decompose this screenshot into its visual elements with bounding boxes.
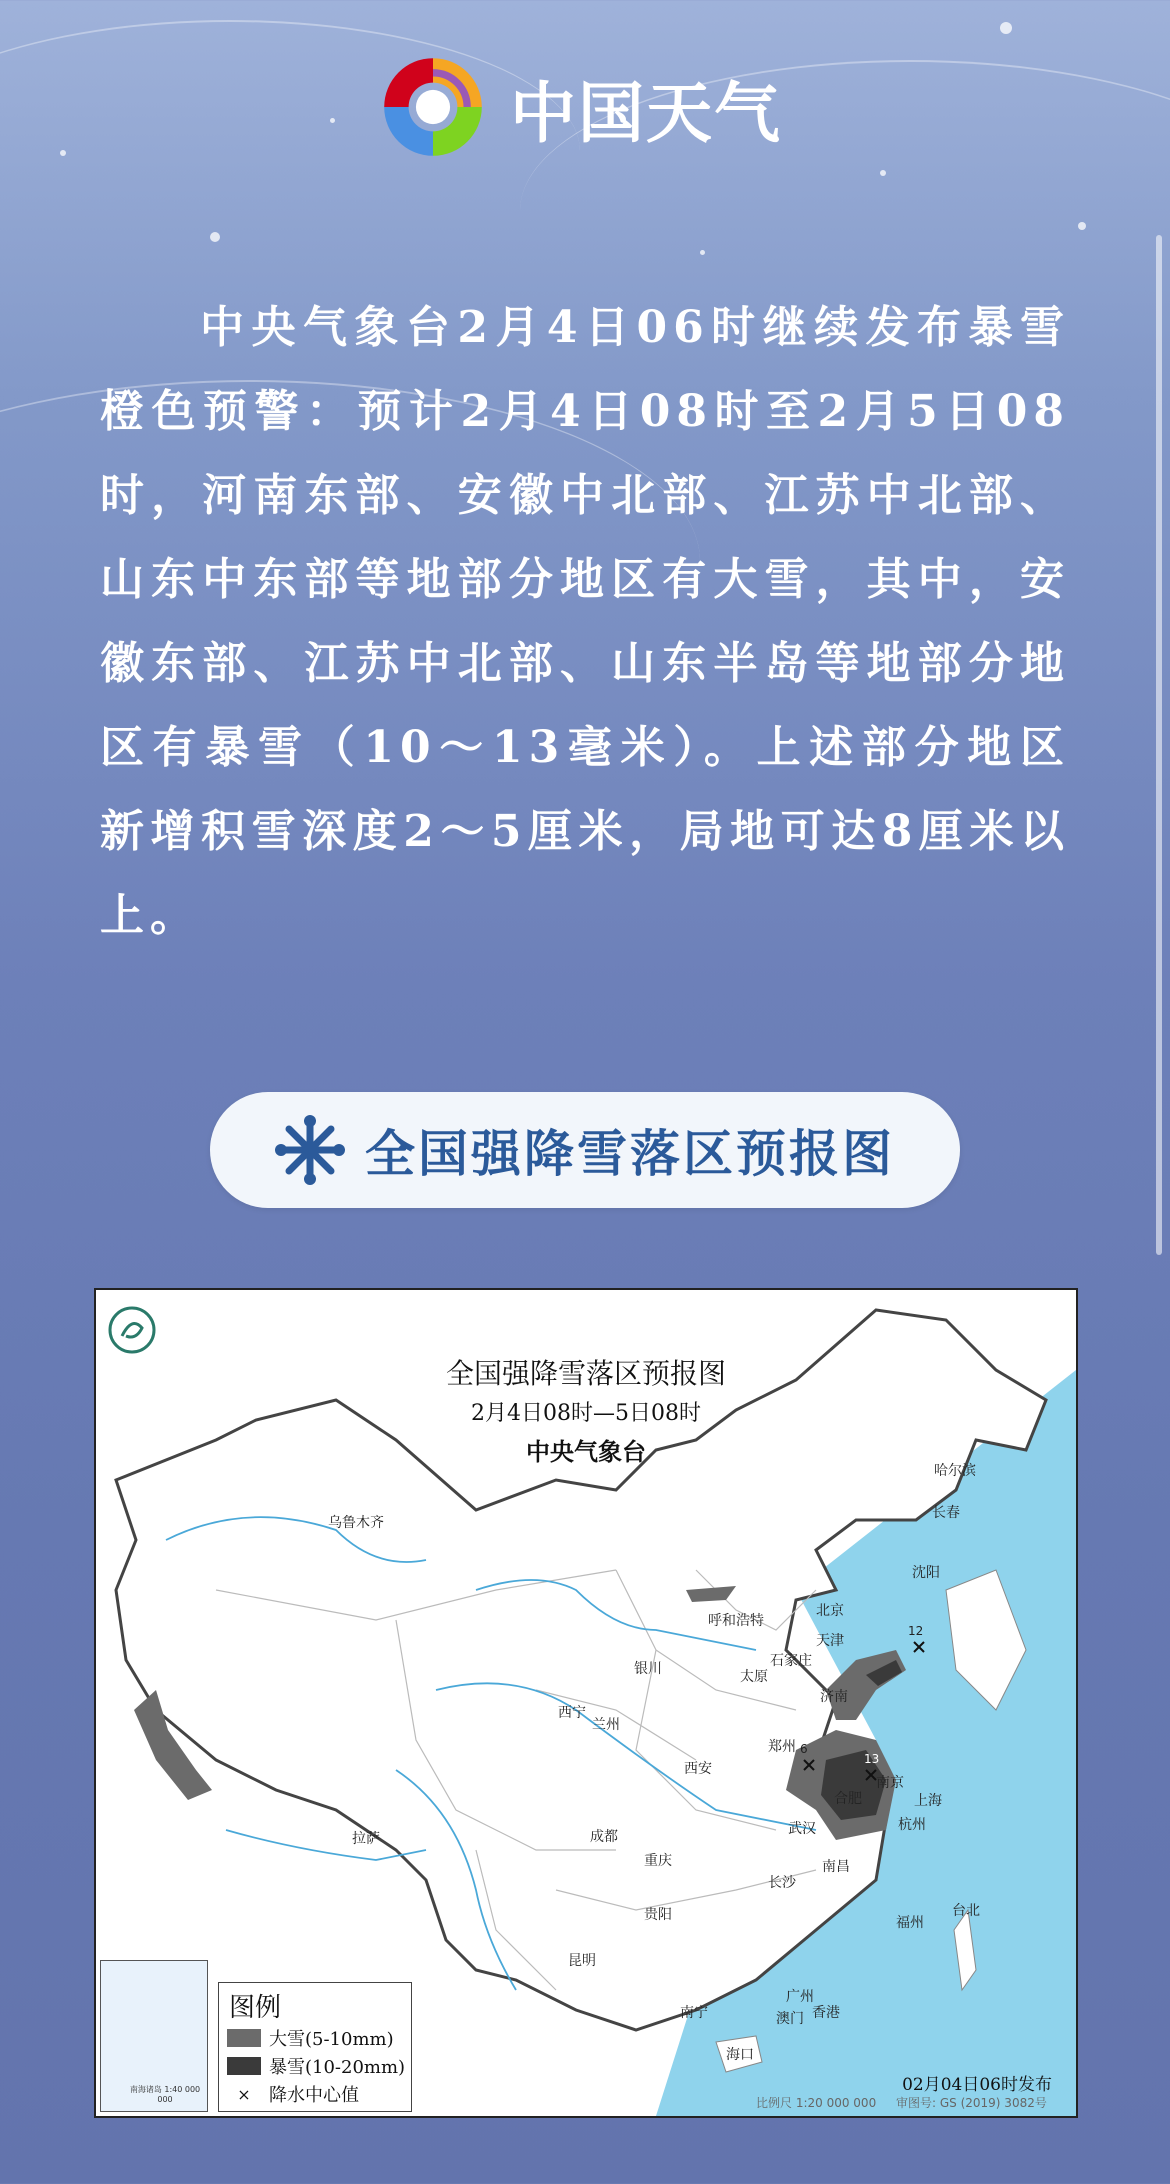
city-label: 南宁 [680, 2005, 708, 2021]
snowflake-dot [1000, 22, 1012, 34]
brand-name: 中国天气 [510, 74, 782, 152]
blizzard-swatch [227, 2057, 261, 2075]
city-label: 兰州 [592, 1717, 620, 1733]
china-weather-logo-icon [372, 46, 494, 168]
city-label: 郑州 [768, 1739, 796, 1755]
snowflake-dot [60, 150, 66, 156]
city-label: 乌鲁木齐 [328, 1515, 384, 1531]
center-value-label: 13 [864, 1752, 880, 1766]
section-title: 全国强降雪落区预报图 [365, 1125, 895, 1183]
city-label: 长沙 [768, 1875, 796, 1891]
map-legend [218, 1982, 412, 2112]
warning-announcement: 中央气象台2月4日06时继续发布暴雪橙色预警：预计2月4日08时至2月5日08时，河南东部、安徽中北部、江苏中北部、山东中东部等地部分地区有大雪，其中，安徽东部、江苏中北部、山东半岛等地部分地区有暴雪（10～13毫米）。上述部分地区新增积雪深度2～5厘米，局地可达8厘米以上。 [100, 302, 1070, 941]
city-label: 西安 [684, 1761, 712, 1777]
snowflake-dot [210, 232, 220, 242]
city-label: 杭州 [898, 1817, 926, 1833]
legend-center [227, 2081, 359, 2107]
center-value-label: 6 [800, 1742, 808, 1756]
center-marker-icon: × [237, 2084, 251, 2104]
city-label: 银川 [634, 1661, 662, 1677]
map-approval-number: 审图号: GS (2019) 3082号 [896, 2096, 1047, 2110]
map-issuer: 中央气象台 [526, 1437, 646, 1466]
city-label: 沈阳 [912, 1565, 940, 1581]
scrollbar[interactable] [1156, 235, 1162, 1255]
city-label: 昆明 [568, 1953, 596, 1969]
city-label: 广州 [786, 1989, 814, 2005]
city-label: 福州 [896, 1915, 924, 1931]
snowflake-dot [1078, 222, 1086, 230]
snowfall-forecast-map[interactable] [94, 1288, 1078, 2118]
city-label: 哈尔滨 [934, 1463, 976, 1479]
snowflake-dot [700, 250, 705, 255]
snowflake-icon [275, 1115, 345, 1185]
south-china-sea-inset [100, 1960, 208, 2112]
city-label: 长春 [932, 1505, 960, 1521]
city-label: 贵阳 [644, 1907, 672, 1923]
map-scale: 比例尺 1:20 000 000 [756, 2096, 877, 2110]
center-value-label: 12 [908, 1624, 924, 1638]
city-label: 合肥 [834, 1791, 862, 1807]
issued-time: 02月04日06时发布 [902, 2075, 1052, 2095]
city-label: 呼和浩特 [708, 1613, 764, 1629]
city-label: 北京 [816, 1603, 844, 1619]
legend-blizzard-label: 暴雪(10-20mm) [269, 2057, 406, 2078]
city-label: 武汉 [788, 1821, 816, 1837]
snowflake-dot [330, 118, 335, 123]
legend-blizzard [227, 2053, 405, 2079]
brand-logo [372, 46, 782, 168]
map-title: 全国强降雪落区预报图 [445, 1357, 726, 1390]
city-label: 海口 [726, 2047, 754, 2063]
snowflake-dot [880, 170, 886, 176]
city-label: 济南 [820, 1689, 848, 1705]
map-period: 2月4日08时—5日08时 [471, 1401, 701, 1426]
legend-title: 图例 [229, 1993, 282, 2023]
legend-heavy-snow-label: 大雪(5-10mm) [269, 2029, 394, 2050]
city-label: 南昌 [822, 1859, 850, 1875]
city-label: 南京 [876, 1775, 904, 1791]
city-label: 西宁 [558, 1705, 586, 1721]
inset-label: 南海诸岛 1:40 000 000 [129, 2085, 201, 2104]
heavy-snow-swatch [227, 2029, 261, 2047]
city-label: 石家庄 [770, 1653, 812, 1669]
city-label: 重庆 [644, 1853, 672, 1869]
city-label: 香港 [812, 2005, 840, 2021]
city-label: 台北 [952, 1903, 980, 1919]
city-label: 成都 [590, 1829, 618, 1845]
cma-logo-icon [108, 1306, 156, 1354]
section-header [210, 1092, 960, 1208]
city-label: 拉萨 [352, 1831, 380, 1847]
city-label: 澳门 [776, 2011, 804, 2027]
city-label: 天津 [816, 1633, 844, 1649]
city-label: 太原 [740, 1669, 768, 1685]
city-label: 上海 [914, 1793, 942, 1809]
legend-center-label: 降水中心值 [269, 2085, 359, 2106]
legend-heavy-snow [227, 2025, 394, 2051]
